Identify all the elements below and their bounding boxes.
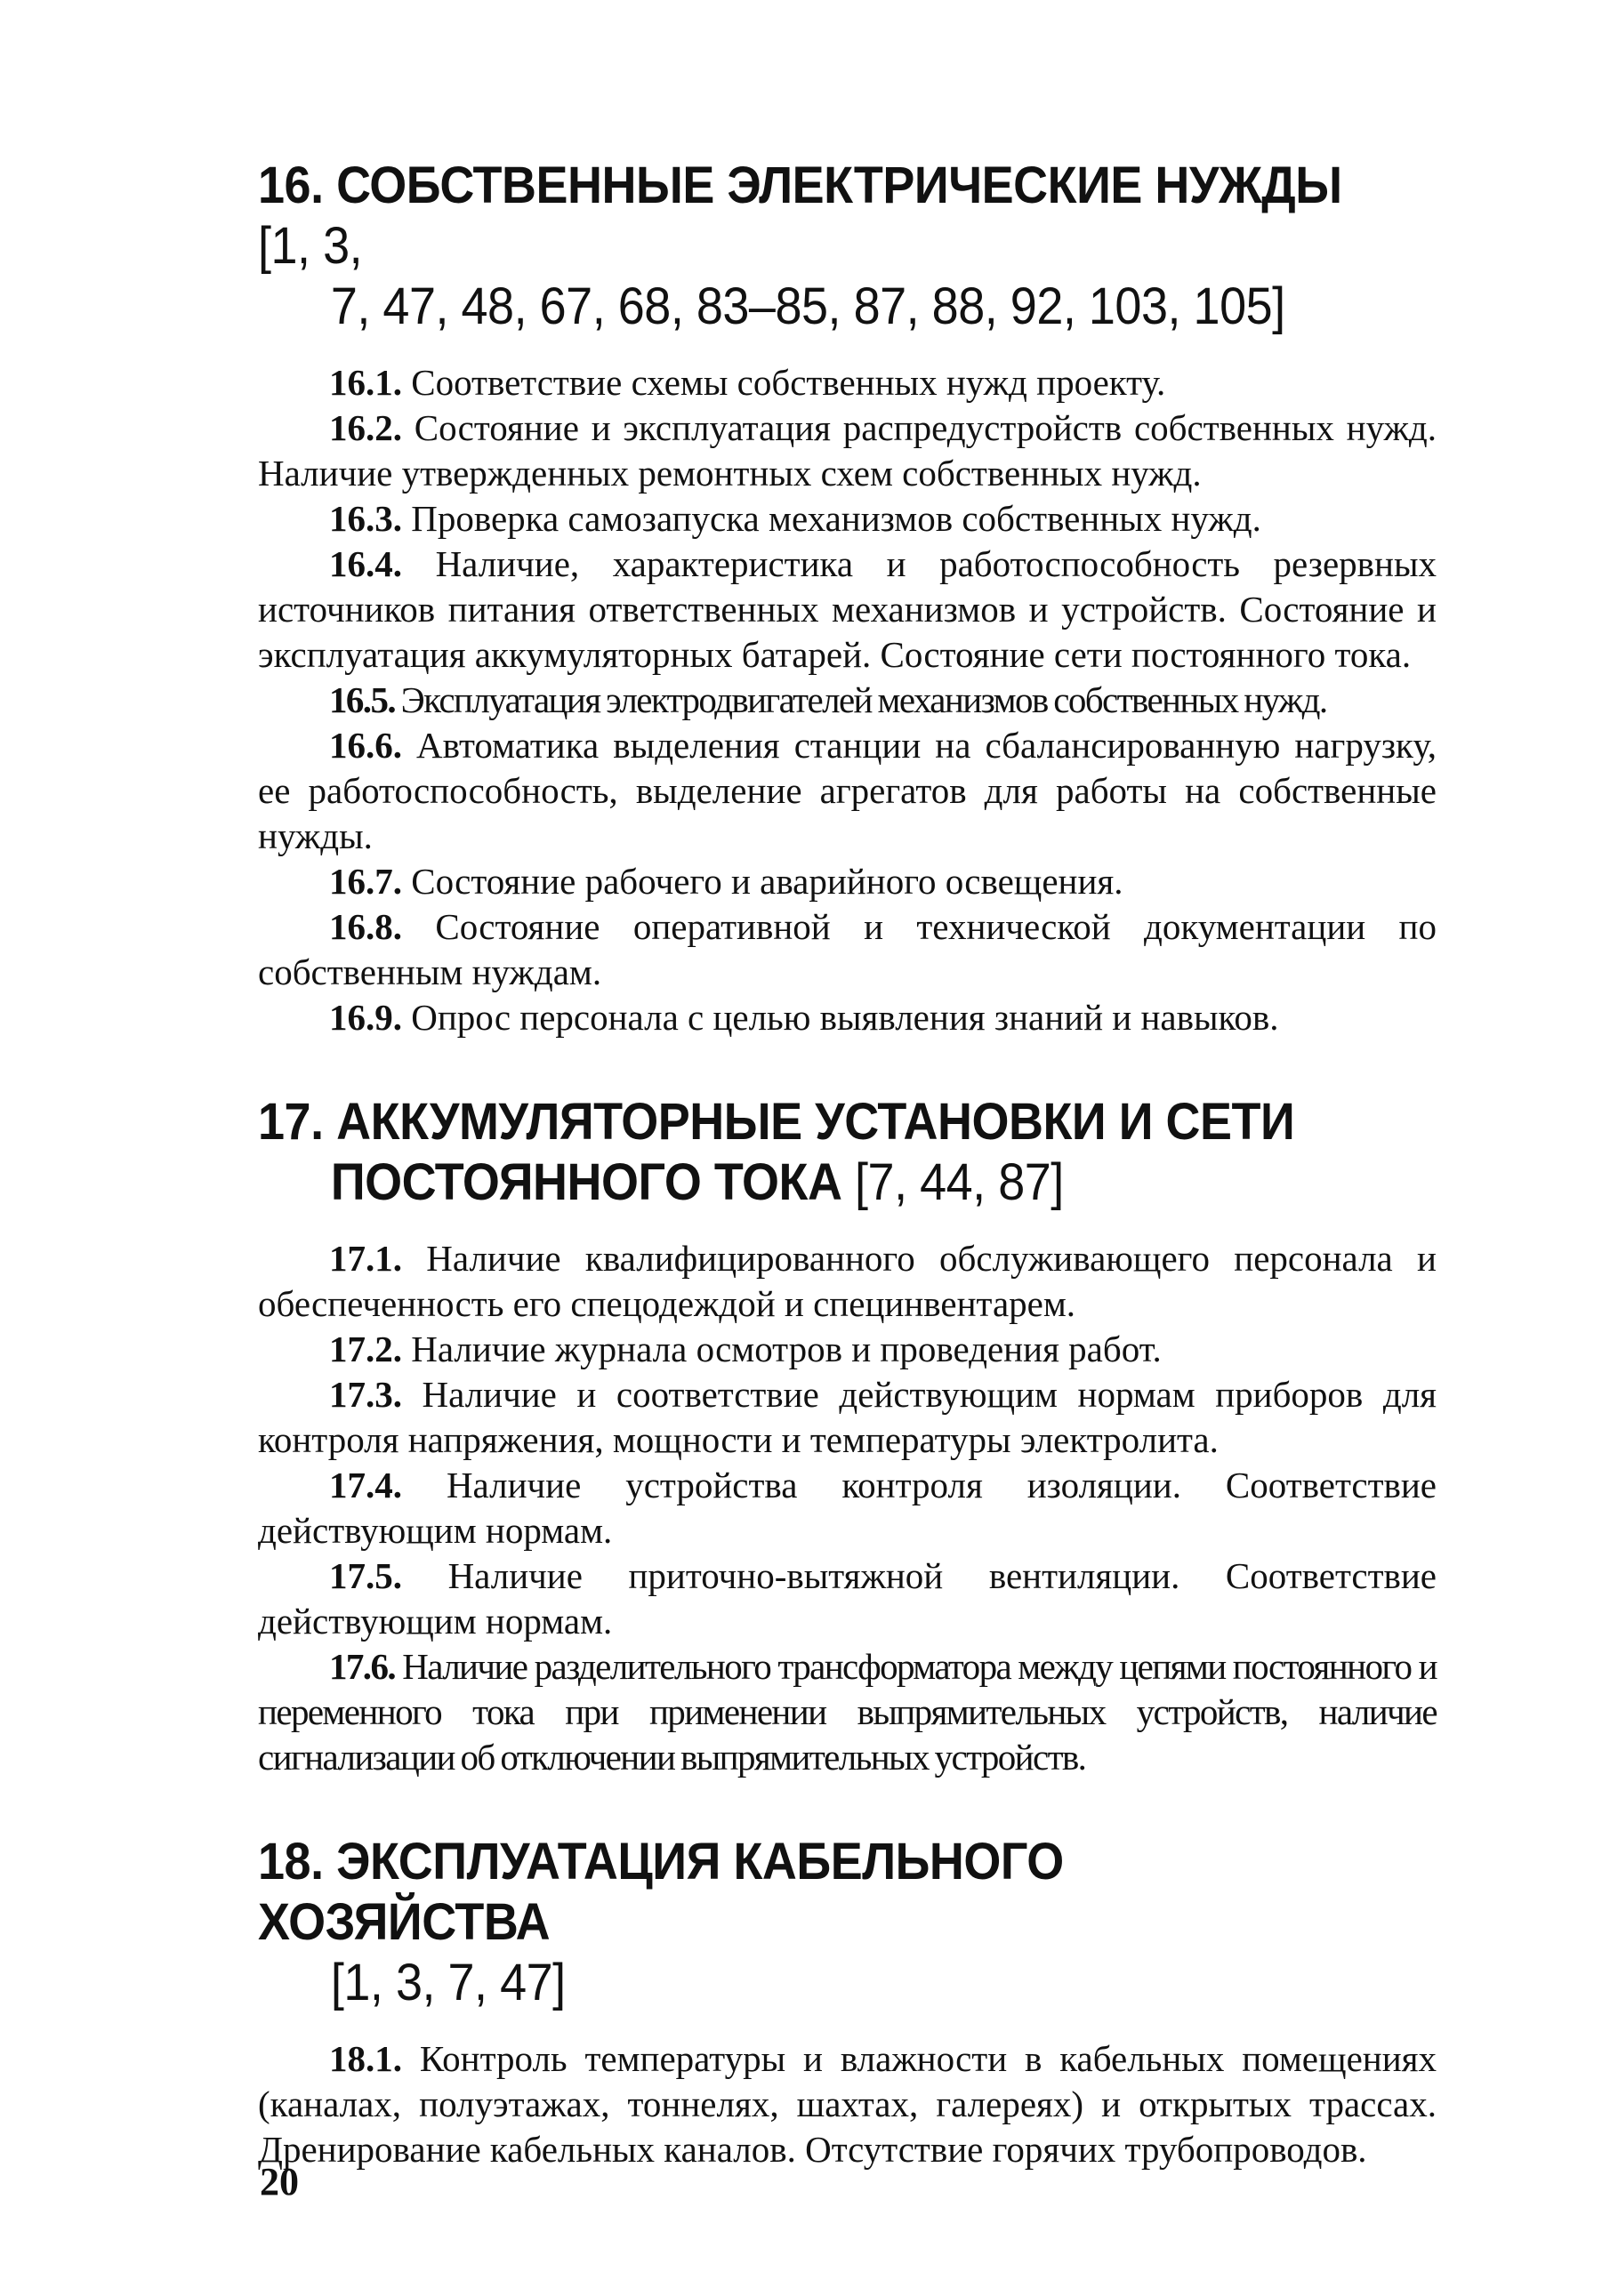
item-text: Состояние и эксплуатация распредустройств собственных нужд. Наличие утвержденных ремонтных схем собственных нужд. — [258, 407, 1437, 494]
item-number: 16.6. — [329, 725, 402, 766]
item-text: Эксплуатация электродвигателей механизмов собственных нужд. — [400, 679, 1327, 720]
document-page — [258, 156, 1437, 2172]
item-text: Соответствие схемы собственных нужд проекту. — [411, 362, 1166, 403]
section-heading-17 — [258, 1092, 1354, 1213]
item-number: 17.3. — [329, 1374, 402, 1415]
section-items-17 — [258, 1236, 1437, 1780]
item-number: 16.9. — [329, 997, 402, 1038]
item-text: Состояние рабочего и аварийного освещения. — [411, 861, 1123, 902]
item-text: Наличие, характеристика и работоспособность резервных источников питания ответственных механизмов и устройств. Состояние и эксплуатация аккумуляторных батарей. Состояние сети постоянного тока. — [258, 543, 1437, 675]
list-item — [258, 1644, 1437, 1780]
list-item — [258, 496, 1437, 542]
item-number: 17.2. — [329, 1329, 402, 1369]
section-refs-continued: 7, 47, 48, 67, 68, 83–85, 87, 88, 92, 103, 105] — [330, 277, 1285, 335]
section-number: 17. — [258, 1093, 324, 1151]
page-number: 20 — [260, 2160, 299, 2204]
item-number: 16.1. — [329, 362, 402, 403]
item-number: 17.5. — [329, 1555, 402, 1596]
list-item — [258, 859, 1437, 904]
item-number: 17.4. — [329, 1465, 402, 1505]
item-text: Наличие журнала осмотров и проведения работ. — [411, 1329, 1162, 1369]
section-refs: [1, 3, 7, 47] — [330, 1954, 566, 2011]
item-text: Опрос персонала с целью выявления знаний и навыков. — [411, 997, 1279, 1038]
list-item — [258, 360, 1437, 405]
item-number: 17.1. — [329, 1238, 402, 1279]
list-item — [258, 1553, 1437, 1644]
list-item — [258, 2036, 1437, 2172]
section-number: 16. — [258, 157, 324, 214]
section-title: ЭКСПЛУАТАЦИЯ КАБЕЛЬНОГО ХОЗЯЙСТВА — [258, 1833, 1064, 1951]
item-text: Наличие квалифицированного обслуживающего персонала и обеспеченность его спецодеждой и специнвентарем. — [258, 1238, 1437, 1324]
item-number: 16.8. — [329, 906, 402, 947]
item-text: Состояние оперативной и технической документации по собственным нуждам. — [258, 906, 1437, 992]
list-item — [258, 995, 1437, 1040]
list-item — [258, 723, 1437, 859]
item-number: 16.5. — [329, 679, 396, 720]
list-item — [258, 1463, 1437, 1553]
section-title: СОБСТВЕННЫЕ ЭЛЕКТРИЧЕСКИЕ НУЖДЫ — [336, 157, 1342, 214]
item-number: 18.1. — [329, 2038, 402, 2079]
list-item — [258, 678, 1437, 723]
section-heading-16 — [258, 156, 1354, 337]
list-item — [258, 904, 1437, 995]
item-text: Наличие устройства контроля изоляции. Соответствие действующим нормам. — [258, 1465, 1437, 1551]
item-number: 16.2. — [329, 407, 402, 448]
item-text: Автоматика выделения станции на сбалансированную нагрузку, ее работоспособность, выделение агрегатов для работы на собственные нужды. — [258, 725, 1437, 856]
item-number: 16.3. — [329, 498, 402, 539]
list-item — [258, 1327, 1437, 1372]
section-items-18 — [258, 2036, 1437, 2172]
section-title-continued — [258, 1152, 1354, 1213]
section-heading-18 — [258, 1832, 1354, 2013]
section-title: АККУМУЛЯТОРНЫЕ УСТАНОВКИ И СЕТИ — [336, 1093, 1295, 1151]
item-text: Наличие и соответствие действующим нормам приборов для контроля напряжения, мощности и температуры электролита. — [258, 1374, 1437, 1460]
section-refs: [7, 44, 87] — [855, 1153, 1064, 1211]
section-title-line2: ПОСТОЯННОГО ТОКА — [330, 1153, 842, 1211]
item-text: Наличие приточно-вытяжной вентиляции. Соответствие действующим нормам. — [258, 1555, 1437, 1642]
list-item — [258, 1236, 1437, 1327]
item-number: 16.7. — [329, 861, 402, 902]
section-number: 18. — [258, 1833, 324, 1891]
section-items-16 — [258, 360, 1437, 1040]
item-text: Наличие разделительного трансформатора между цепями постоянного и переменного тока при применении выпрямительных устройств, наличие сигнализации об отключении выпрямительных устройств. — [258, 1646, 1437, 1778]
item-number: 16.4. — [329, 543, 402, 584]
list-item — [258, 542, 1437, 678]
item-text: Контроль температуры и влажности в кабельных помещениях (каналах, полуэтажах, тоннелях, шахтах, галереях) и открытых трассах. Дренирование кабельных каналов. Отсутствие горячих трубопроводов. — [258, 2038, 1437, 2170]
list-item — [258, 405, 1437, 496]
item-text: Проверка самозапуска механизмов собственных нужд. — [411, 498, 1261, 539]
item-number: 17.6. — [329, 1646, 396, 1687]
section-refs: [1, 3, — [258, 217, 363, 275]
list-item — [258, 1372, 1437, 1463]
